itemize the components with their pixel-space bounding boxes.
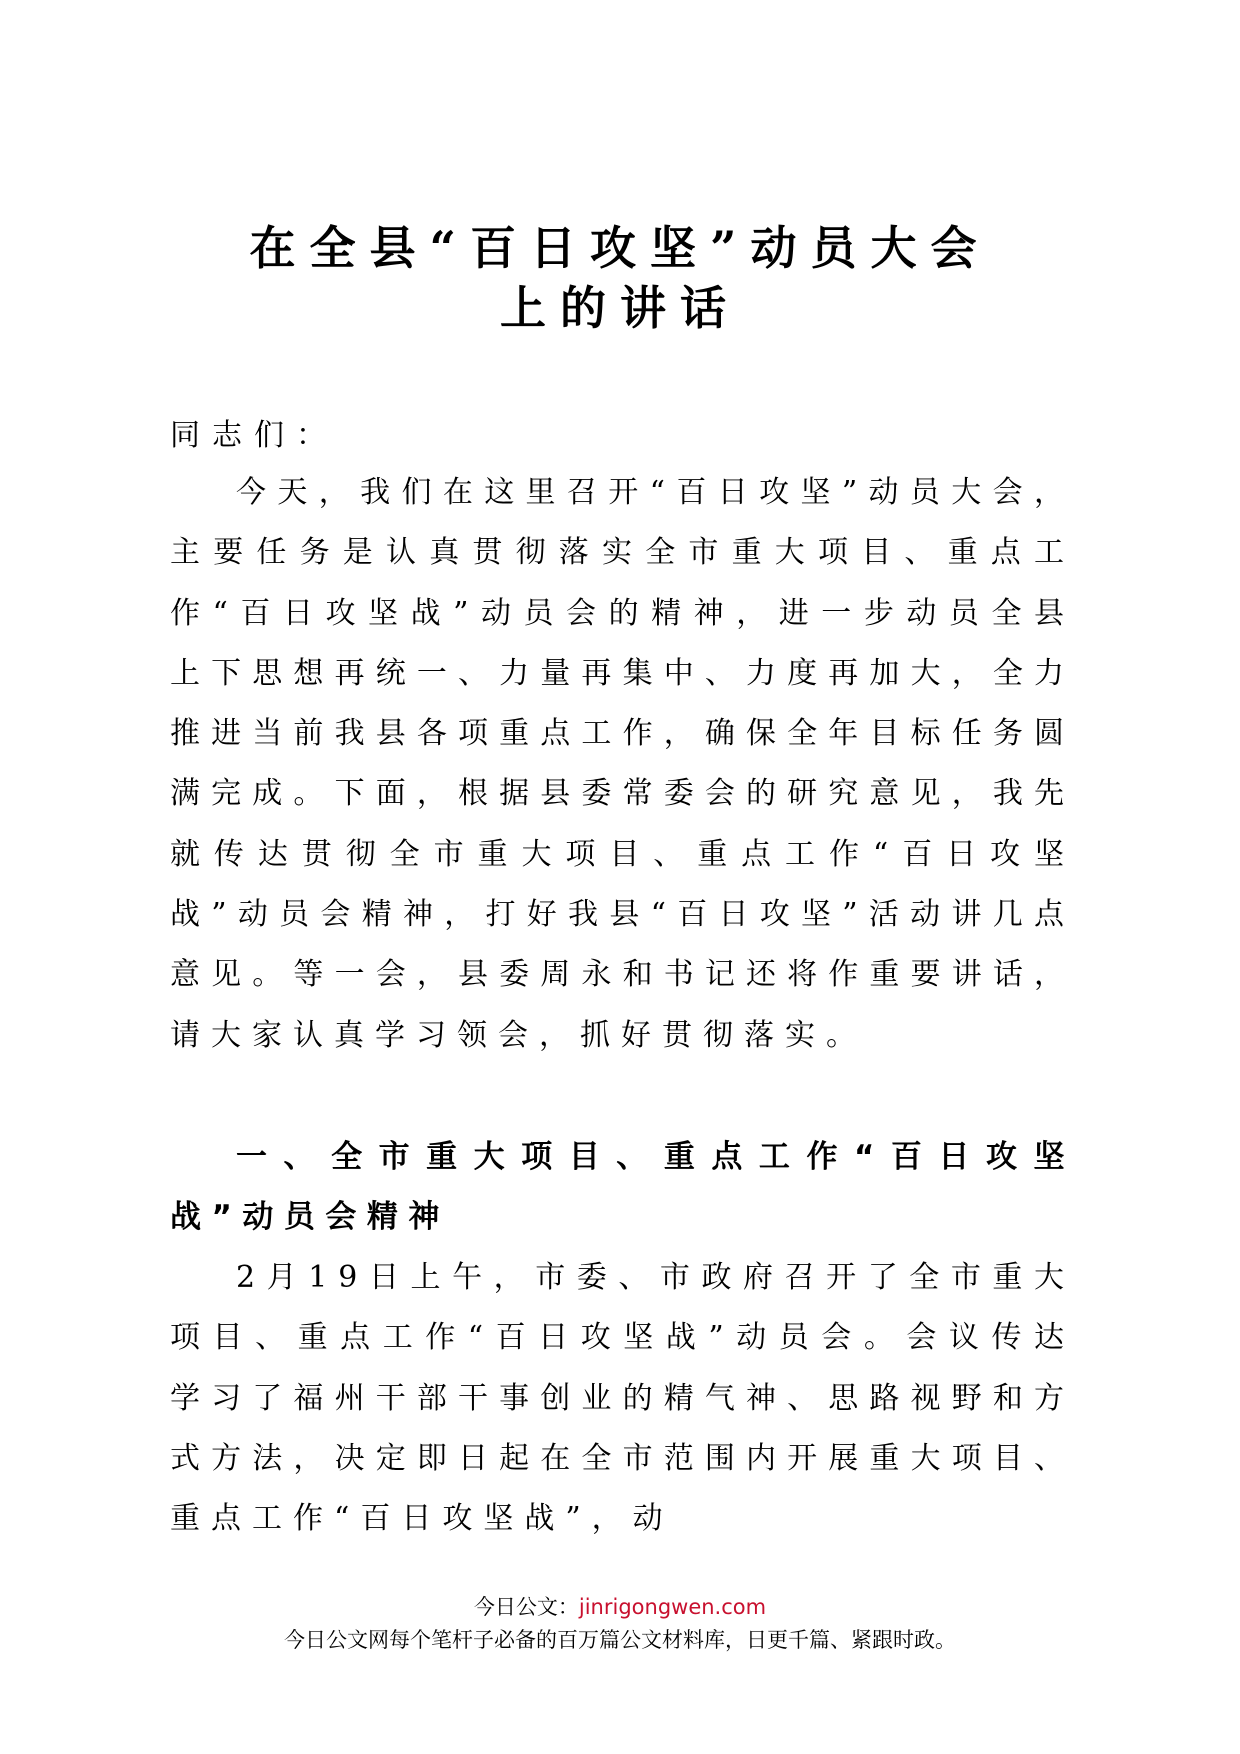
footer-slogan: 今日公文网每个笔杆子必备的百万篇公文材料库，日更千篇、紧跟时政。: [284, 1628, 956, 1652]
footer-source-line: [0, 1592, 1240, 1622]
footer-label: 今日公文：: [473, 1595, 579, 1619]
footer-url-link[interactable]: jinrigongwen.com: [578, 1595, 767, 1619]
greeting: 同志们：: [170, 418, 338, 453]
document-title-line-1: 在全县“百日攻坚”动员大会: [249, 221, 991, 275]
section-1-paragraph: 2月19日上午，市委、市政府召开了全市重大项目、重点工作“百日攻坚战”动员会。会议传达学习了福州干部干事创业的精气神、思路视野和方式方法，决定即日起在全市范围内开展重大项目、重点工作“百日攻坚战”，动: [170, 1260, 1075, 1537]
document-title-line-2: 上的讲话: [500, 281, 740, 335]
intro-paragraph: 今天，我们在这里召开“百日攻坚”动员大会，主要任务是认真贯彻落实全市重大项目、重点工作“百日攻坚战”动员会的精神，进一步动员全县上下思想再统一、力量再集中、力度再加大，全力推进当前我县各项重点工作，确保全年目标任务圆满完成。下面，根据县委常委会的研究意见，我先就传达贯彻全市重大项目、重点工作“百日攻坚战”动员会精神，打好我县“百日攻坚”活动讲几点意见。等一会，县委周永和书记还将作重要讲话，请大家认真学习领会，抓好贯彻落实。: [170, 475, 1075, 1053]
section-heading-1: 一、全市重大项目、重点工作“百日攻坚战”动员会精神: [170, 1139, 1075, 1235]
